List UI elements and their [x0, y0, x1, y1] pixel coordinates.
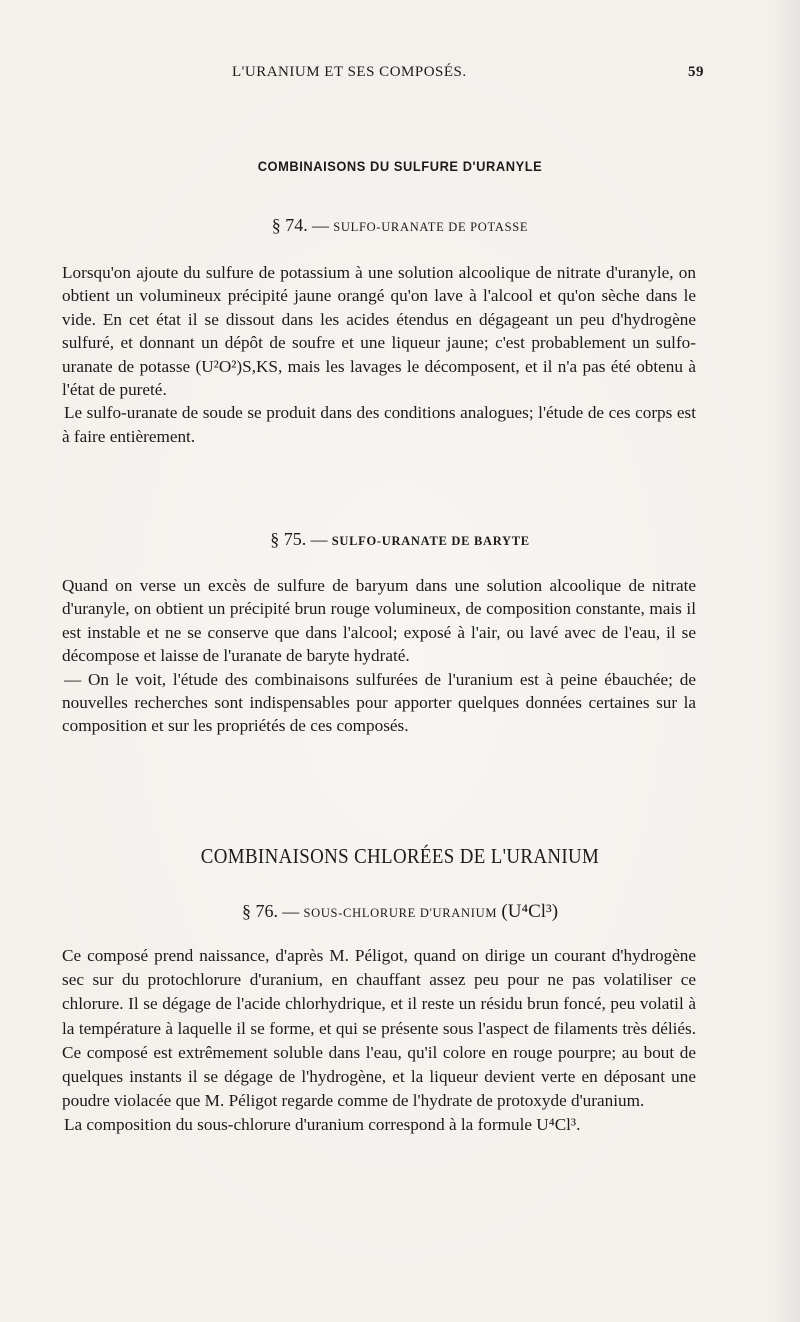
paragraph-number: § 76.: [241, 901, 278, 921]
paragraph-number: § 75.: [270, 529, 307, 549]
page-edge-shadow: [772, 0, 800, 1322]
paragraph-heading-text: SULFO-URANATE DE POTASSE: [333, 220, 529, 234]
section-title-chlorees: COMBINAISONS CHLORÉES DE L'URANIUM: [200, 844, 600, 868]
heading-dash: —: [307, 216, 334, 235]
paragraph-heading-text: SULFO-URANATE DE BARYTE: [331, 534, 530, 548]
chemical-formula: (U⁴Cl³): [501, 901, 559, 922]
body-paragraph: Lorsqu'on ajoute du sulfure de potassium à une solution alcoolique de nitrate d'uranyle, on obtient un volumineux précipité jaune orangé qu'on lave à l'alcool et qu'on sèche dans le vide. En cet état il se dissout dans les acides étendus en dégageant un peu d'hydrogène sulfuré, et donnant un dépôt de soufre et une liqueur jaune; c'est probablement un sulfo-uranate de potasse (U²O²)S,KS, mais les lavages le décomposent, et il n'a pas été obtenu à l'état de pureté.: [62, 263, 696, 400]
running-head: [232, 64, 710, 86]
paragraph-heading-76: [0, 901, 800, 923]
heading-dash: —: [306, 530, 332, 549]
paragraph-body-75: [62, 574, 696, 738]
body-paragraph: Ce composé prend naissance, d'après M. Péligot, quand on dirige un courant d'hydrogène sec sur du protochlorure d'uranium, en chauffant assez peu pour ne pas volatiliser ce chlorure. Il se dégage de l'acide chlorhydrique, et il reste un résidu brun foncé, peu volatil à la température à laquelle il se forme, et qui se présente sous l'aspect de filaments très déliés. Ce composé est extrêmement soluble dans l'eau, qu'il colore en rouge pourpre; au bout de quelques instants il se dégage de l'hydrogène, et la liqueur devient verte en déposant une poudre violacée que M. Péligot regarde comme de l'hydrate de protoxyde d'uranium.: [62, 946, 696, 1111]
paragraph-heading-75: [0, 529, 800, 550]
paragraph-body-74: [62, 261, 696, 448]
heading-dash: —: [277, 902, 304, 921]
paragraph-heading-text: SOUS-CHLORURE D'URANIUM: [303, 906, 498, 920]
body-paragraph: La composition du sous-chlorure d'uranium correspond à la formule U⁴Cl³.: [64, 1115, 581, 1135]
section-title-sulfure: COMBINAISONS DU SULFURE D'URANYLE: [257, 158, 543, 174]
body-paragraph: Quand on verse un excès de sulfure de baryum dans une solution alcoolique de nitrate d'uranyle, on obtient un précipité brun rouge volumineux, de composition constante, mais il est instable et ne se conserve que dans l'alcool; exposé à l'air, ou lavé avec de l'eau, il se décompose et laisse de l'uranate de baryte hydraté.: [62, 576, 696, 666]
paragraph-heading-74: [0, 215, 800, 236]
paragraph-body-76: [62, 944, 696, 1138]
paragraph-number: § 74.: [271, 215, 308, 235]
running-head-title: L'URANIUM ET SES COMPOSÉS.: [232, 64, 467, 80]
body-paragraph: Le sulfo-uranate de soude se produit dans des conditions analogues; l'étude de ces corps est à faire entièrement.: [62, 403, 696, 446]
body-paragraph: — On le voit, l'étude des combinaisons sulfurées de l'uranium est à peine ébauchée; de nouvelles recherches sont indispensables pour apporter quelques données certaines sur la composition et sur les propriétés de ces composés.: [62, 669, 696, 736]
page-number: 59: [688, 64, 704, 80]
